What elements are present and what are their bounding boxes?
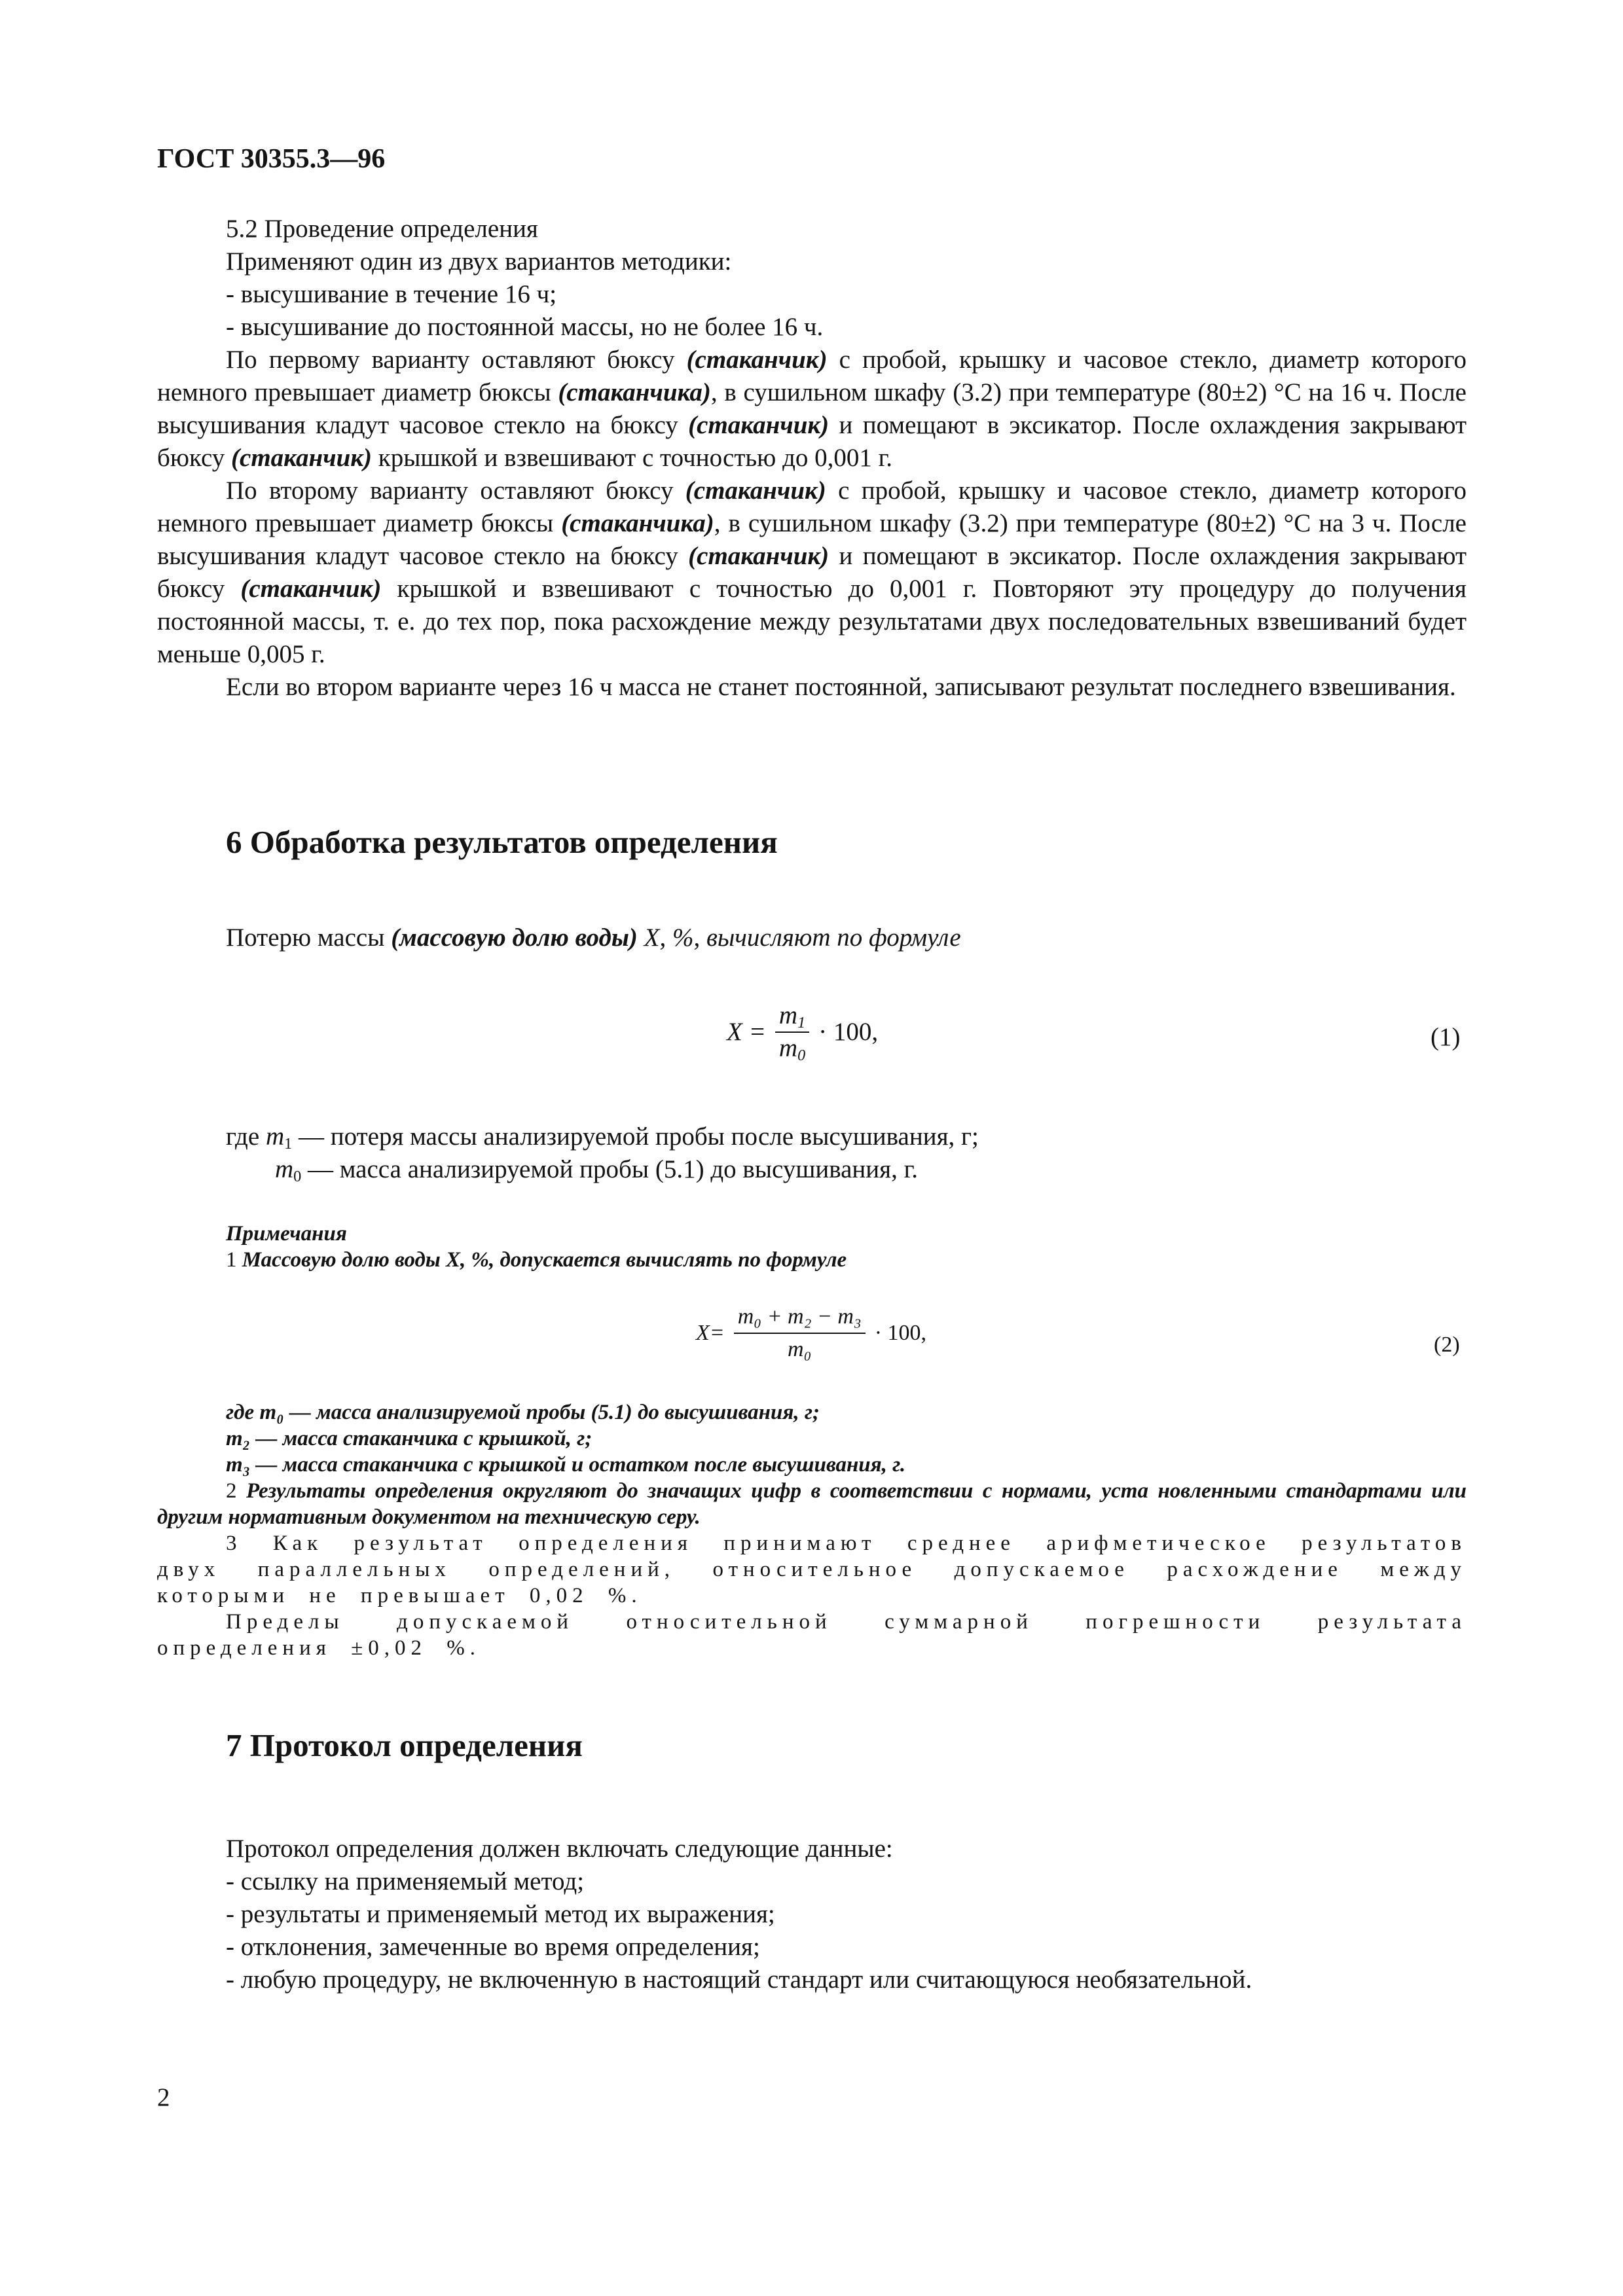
emphasis: (стаканчик) (231, 444, 373, 472)
text-run: и помещают в эксикатор. После охлаждения закрывают бюксу (157, 542, 1467, 603)
formula-lhs: X= (696, 1321, 725, 1345)
subscript: 1 (797, 1014, 806, 1032)
legend-row (226, 1121, 979, 1153)
formula-rhs: · 100, (874, 1321, 927, 1345)
subscript: 0 (797, 1047, 806, 1065)
fraction (775, 1001, 809, 1063)
paragraph-variant-2 (157, 475, 1467, 671)
numerator (775, 1001, 809, 1033)
page-number: 2 (157, 2083, 170, 2111)
text-run: , в сушильном шкафу (3.2) при температуре (80±2) °С на 3 ч. После высушивания кладут часовое стекло на бюксу (157, 509, 1467, 570)
note-3: 3 Как результат определения принимают среднее арифметическое результатов двух параллельных определений, относительное допускаемое расхождение между которыми не превышает 0,02 %. (157, 1532, 1467, 1607)
text-run: По первому варианту оставляют бюксу (226, 346, 687, 374)
list-dash: - (226, 1900, 234, 1928)
section-6-heading: 6 Обработка результатов определения (226, 824, 778, 860)
list-item (157, 278, 1467, 311)
note-2 (157, 1478, 1467, 1530)
emphasis: (стаканчик) (686, 346, 828, 374)
methods-intro: Применяют один из двух вариантов методики: (226, 247, 732, 276)
emphasis: (стаканчик) (240, 575, 382, 603)
variable: m (778, 1001, 798, 1030)
emphasis: (стаканчика) (558, 378, 711, 406)
variable: m (778, 1034, 798, 1062)
emphasis: (стаканчик) (688, 542, 830, 570)
legend-text: — масса анализируемой пробы (5.1) до высушивания, г. (301, 1155, 918, 1183)
note-number: 2 (226, 1479, 237, 1503)
text-run: и помещают в эксикатор. После охлаждения закрывают бюксу (157, 411, 1467, 472)
note-text: Результаты определения округляют до значащих цифр в соответствии с нормами, уста новленными стандартами или другим нормативным документом на техническую серу. (157, 1479, 1467, 1529)
list-item-text: ссылку на применяемый метод; (240, 1867, 585, 1895)
list-item-text: высушивание в течение 16 ч; (240, 280, 557, 308)
denominator: m₀ (788, 1337, 812, 1361)
note-text: Массовую долю воды X, %, допускается вычислять по формуле (242, 1248, 847, 1272)
emphasis: (массовую долю воды) (391, 924, 638, 952)
list-dash: - (226, 313, 234, 341)
numerator: m₀ + m₂ − m₃ (734, 1302, 866, 1334)
variable: m (275, 1155, 294, 1183)
list-dash: - (226, 1867, 234, 1895)
notes-heading: Примечания (226, 1222, 347, 1246)
text-run: с пробой, крышку и часовое стекло, диаметр которого немного превышает диаметр бюксы (157, 476, 1467, 537)
definition-line: m₂ — масса стаканчика с крышкой, г; (226, 1427, 593, 1450)
text-run: , в сушильном шкафу (3.2) при температуре (80±2) °С на 16 ч. После высушивания кладут часовое стекло на бюксу (157, 378, 1467, 439)
formula-rhs: · 100, (818, 1018, 879, 1046)
list-item (157, 1898, 1467, 1931)
list-dash: - (226, 280, 234, 308)
subscript: 1 (284, 1135, 293, 1153)
emphasis: (стаканчик) (688, 411, 830, 439)
list-item (157, 1865, 1467, 1898)
subsection-title: 5.2 Проведение определения (226, 215, 538, 243)
section-7-body (157, 1833, 1467, 1996)
legend-row (226, 1153, 979, 1186)
text-run: с пробой, крышку и часовое стекло, диаметр которого немного превышает диаметр бюксы (157, 346, 1467, 406)
formula-2-number: (2) (1434, 1333, 1460, 1357)
text-run: крышкой и взвешивают с точностью до 0,001 г. (372, 444, 893, 472)
subscript: 0 (293, 1168, 302, 1186)
denominator (779, 1033, 805, 1063)
legend-lead: где (226, 1122, 260, 1151)
text-run: крышкой и взвешивают с точностью до 0,001 г. Повторяют эту процедуру до получения постоянной массы, т. е. до тех пор, пока расхождение между результатами двух последовательных взвешиваний будет меньше 0,005 г. (157, 575, 1467, 668)
notes-continued (157, 1399, 1467, 1661)
fraction (734, 1302, 866, 1364)
emphasis: (стаканчик) (685, 476, 826, 505)
list-dash: - (226, 1933, 234, 1961)
paragraph-variant-1 (157, 344, 1467, 475)
list-item-text: результаты и применяемый метод их выражения; (240, 1900, 775, 1928)
formula-1-legend (226, 1121, 979, 1186)
definition-line: где m₀ — масса анализируемой пробы (5.1) до высушивания, г; (226, 1401, 820, 1424)
section-5-2 (157, 213, 1467, 704)
list-item (157, 1964, 1467, 1996)
document-header: ГОСТ 30355.3—96 (157, 144, 386, 174)
protocol-intro: Протокол определения должен включать следующие данные: (226, 1835, 893, 1863)
notes-block (157, 1221, 1467, 1273)
section-6-intro (157, 922, 1467, 954)
note-3-continued: Пределы допускаемой относительной суммарной погрешности результата определения ±0,02 %. (157, 1610, 1467, 1660)
list-item (157, 311, 1467, 344)
note-number: 1 (226, 1248, 237, 1272)
list-dash: - (226, 1965, 234, 1994)
note-1 (157, 1247, 1467, 1273)
formula-intro (157, 922, 1467, 954)
list-item-text: отклонения, замеченные во время определения; (240, 1933, 760, 1961)
text-run: X, %, вычисляют по формуле (637, 924, 961, 952)
text-run: По второму варианту оставляют бюксу (226, 476, 685, 505)
text-run: Потерю массы (226, 924, 392, 952)
paragraph-final-note: Если во втором варианте через 16 ч масса не станет постоянной, записывают результат последнего взвешивания. (226, 673, 1456, 701)
formula-1 (727, 1001, 878, 1063)
emphasis: (стаканчика) (561, 509, 714, 537)
variable: m (265, 1122, 285, 1151)
list-item (157, 1931, 1467, 1964)
list-item-text: высушивание до постоянной массы, но не более 16 ч. (240, 313, 824, 341)
section-7-heading: 7 Протокол определения (226, 1727, 583, 1763)
list-item-text: любую процедуру, не включенную в настоящий стандарт или считающуюся необязательной. (240, 1965, 1252, 1994)
formula-2 (696, 1302, 926, 1364)
definition-line: m₃ — масса стаканчика с крышкой и остатком после высушивания, г. (226, 1453, 906, 1477)
formula-1-number: (1) (1431, 1023, 1461, 1051)
formula-lhs: X = (727, 1018, 766, 1046)
legend-text: — потеря массы анализируемой пробы после высушивания, г; (292, 1122, 979, 1151)
